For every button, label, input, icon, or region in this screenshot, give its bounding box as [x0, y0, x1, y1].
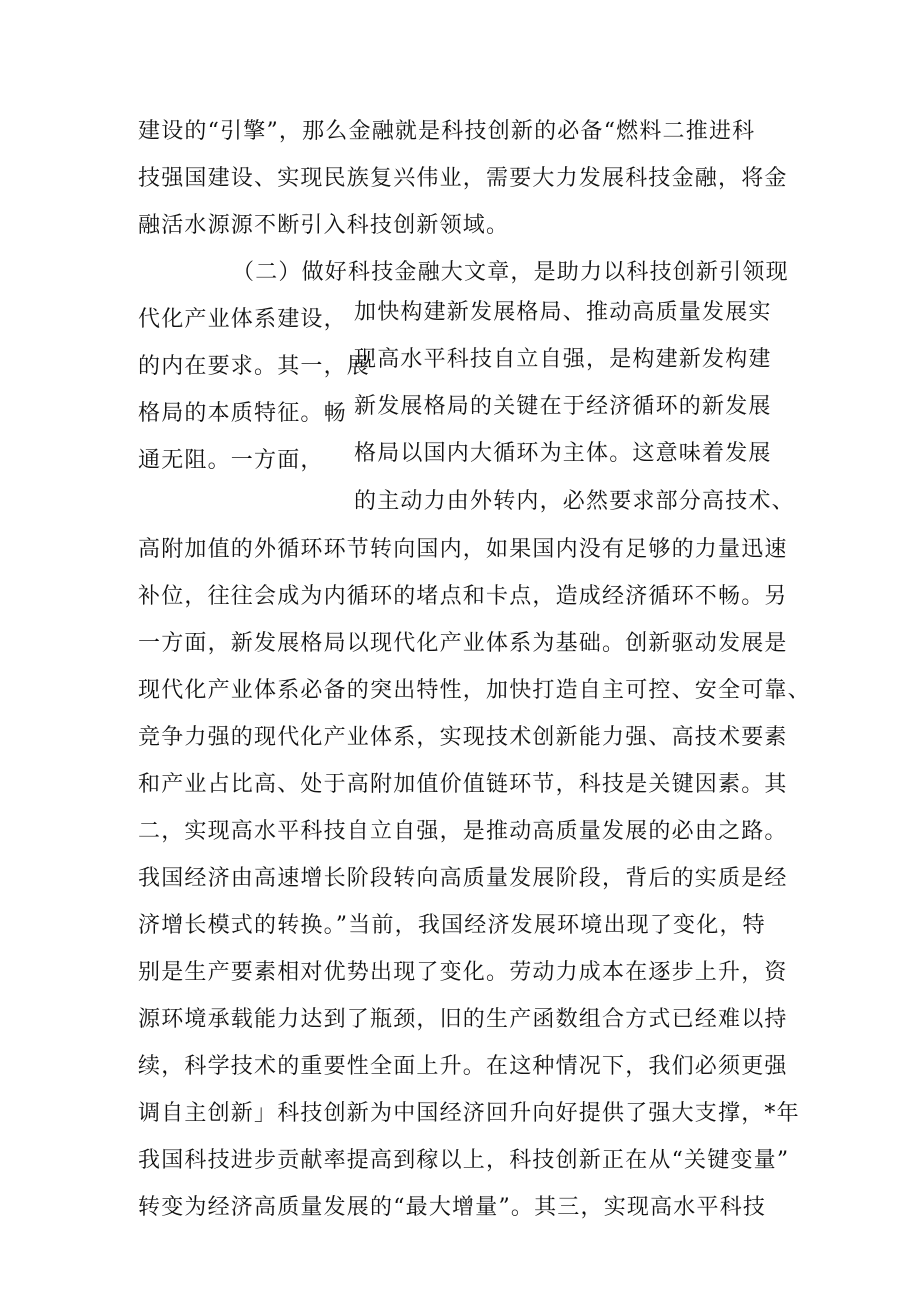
text-line: 的主动力由外转内，必然要求部分高技术、: [354, 489, 795, 514]
text-line: 和产业占比高、处于高附加值价值链环节，科技是关键因素。其: [138, 772, 788, 797]
text-line: 格局的本质特征。畅: [138, 401, 347, 426]
text-line: 通无阻。一方面，: [138, 448, 324, 473]
text-line: 源环境承载能力达到了瓶颈，旧的生产函数组合方式已经难以持: [138, 1007, 788, 1032]
text-line: 格局以国内大循环为主体。这意味着发展: [354, 441, 772, 466]
text-line: 一方面，新发展格局以现代化产业体系为基础。创新驱动发展是: [138, 631, 788, 656]
text-line: 的内在要求。其一，展: [138, 354, 371, 379]
text-line: 补位，往往会成为内循环的堵点和卡点，造成经济循环不畅。另: [138, 584, 788, 609]
text-line: 我国经济由高速增长阶段转向高质量发展阶段，背后的实质是经: [138, 866, 788, 891]
text-line: 建设的“引擎”，那么金融就是科技创新的必备“燃料二推进科: [138, 119, 756, 144]
text-line: （二）做好科技金融大文章，是助力以科技创新引领现: [232, 260, 789, 285]
text-line: 现高水平科技自立自强，是构建新发构建: [354, 347, 772, 372]
text-line: 新发展格局的关键在于经济循环的新发展: [354, 394, 772, 419]
text-line: 转变为经济高质量发展的“最大增量”。其三，实现高水平科技: [138, 1195, 767, 1220]
text-line: 技强国建设、实现民族复兴伟业，需要大力发展科技金融，将金: [138, 166, 788, 191]
text-line: 融活水源源不断引入科技创新领域。: [138, 213, 510, 238]
text-line: 别是生产要素相对优势出现了变化。劳动力成本在逐步上升，资: [138, 960, 788, 985]
text-line: 代化产业体系建设，: [138, 307, 347, 332]
text-line: 竞争力强的现代化产业体系，实现技术创新能力强、高技术要素: [138, 725, 788, 750]
text-line: 我国科技进步贡献率提高到稼以上，科技创新正在从“关键变量”: [138, 1148, 790, 1173]
text-line: 济增长模式的转换。”当前，我国经济发展环境出现了变化，特: [138, 913, 766, 938]
text-line: 高附加值的外循环环节转向国内，如果国内没有足够的力量迅速: [138, 537, 788, 562]
text-line: 续，科学技术的重要性全面上升。在这种情况下，我们必须更强: [138, 1054, 788, 1079]
text-line: 二，实现高水平科技自立自强，是推动高质量发展的必由之路。: [138, 819, 788, 844]
text-line: 加快构建新发展格局、推动高质量发展实: [354, 300, 772, 325]
text-line: 调自主创新」科技创新为中国经济回升向好提供了强大支撑，*年: [138, 1101, 800, 1126]
text-line: 现代化产业体系必备的突出特性，加快打造自主可控、安全可靠、: [138, 678, 811, 703]
